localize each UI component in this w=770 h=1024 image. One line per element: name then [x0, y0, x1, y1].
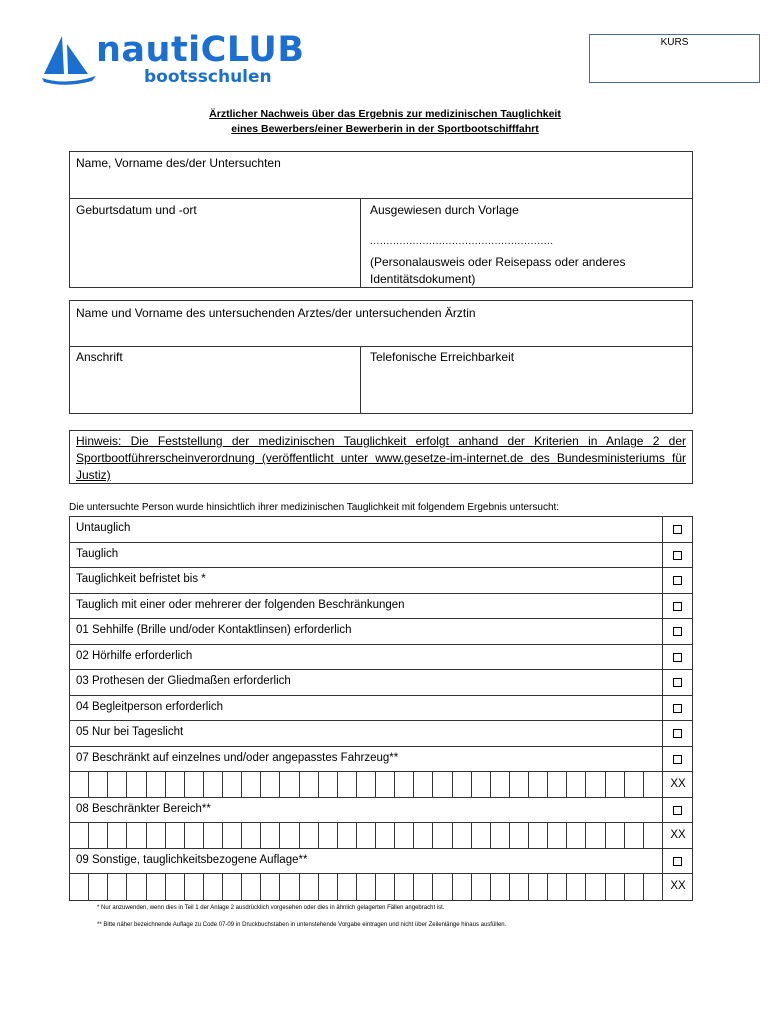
letter-cell[interactable]: [70, 874, 89, 900]
letter-cell[interactable]: [280, 823, 299, 848]
divider: [70, 198, 692, 199]
result-label: 09 Sonstige, tauglichkeitsbezogene Auflage**: [76, 853, 308, 866]
letter-cell[interactable]: [472, 823, 491, 848]
result-label: 07 Beschränkt auf einzelnes und/oder angepasstes Fahrzeug**: [76, 751, 399, 764]
letter-cell[interactable]: [567, 772, 586, 797]
birth-label: Geburtsdatum und -ort: [76, 203, 197, 217]
xx-marker: XX: [670, 880, 686, 892]
letter-cell[interactable]: [223, 874, 242, 900]
checkbox[interactable]: [673, 755, 682, 764]
id-dots: ........................................................: [370, 236, 554, 247]
letter-cell[interactable]: [223, 823, 242, 848]
letter-cell[interactable]: [453, 874, 472, 900]
letter-cell[interactable]: [586, 874, 605, 900]
result-row: [70, 670, 692, 696]
letter-cell[interactable]: [491, 874, 510, 900]
letter-cell[interactable]: [433, 874, 452, 900]
letter-cell[interactable]: [395, 823, 414, 848]
letter-cell[interactable]: [166, 823, 185, 848]
checkbox[interactable]: [673, 653, 682, 662]
letter-cell[interactable]: [395, 772, 414, 797]
divider: [70, 346, 692, 347]
result-label: 04 Begleitperson erforderlich: [76, 700, 224, 713]
letter-cell[interactable]: [491, 772, 510, 797]
letter-cell[interactable]: [338, 823, 357, 848]
letter-cell[interactable]: [548, 772, 567, 797]
letter-cell[interactable]: [491, 823, 510, 848]
letter-cell[interactable]: [185, 772, 204, 797]
checkbox[interactable]: [673, 729, 682, 738]
letter-cell[interactable]: [70, 823, 89, 848]
letter-cell[interactable]: [242, 772, 261, 797]
result-row: [70, 517, 692, 543]
letter-cell[interactable]: [510, 874, 529, 900]
letter-cell[interactable]: [376, 874, 395, 900]
letter-cell[interactable]: [567, 823, 586, 848]
letter-cell[interactable]: [625, 823, 644, 848]
result-row: [70, 543, 692, 569]
letter-cell[interactable]: [529, 823, 548, 848]
checkbox[interactable]: [673, 678, 682, 687]
result-label: 01 Sehhilfe (Brille und/oder Kontaktlinsen) erforderlich: [76, 624, 352, 636]
letter-cell[interactable]: [70, 772, 89, 797]
letter-cell[interactable]: [300, 823, 319, 848]
result-label: Tauglich: [76, 547, 119, 560]
intro-text: Die untersuchte Person wurde hinsichtlich ihrer medizinischen Tauglichkeit mit folgendem Ergebnis untersucht:: [69, 502, 560, 513]
divider: [360, 198, 361, 287]
checkbox[interactable]: [673, 551, 682, 560]
letter-cell[interactable]: [280, 772, 299, 797]
person-name-label: Name, Vorname des/der Untersuchten: [76, 156, 281, 170]
logo-name: nautiCLUB: [96, 30, 305, 70]
letter-cell[interactable]: [510, 823, 529, 848]
letter-cell[interactable]: [357, 772, 376, 797]
letter-cell[interactable]: [185, 874, 204, 900]
doctor-name-label: Name und Vorname des untersuchenden Arztes/der untersuchenden Ärztin: [76, 306, 476, 320]
letter-cell[interactable]: [261, 874, 280, 900]
letter-cell[interactable]: [89, 772, 108, 797]
results-table: [69, 516, 693, 901]
letter-cell[interactable]: [644, 874, 662, 900]
letter-cell[interactable]: [586, 772, 605, 797]
letter-cell[interactable]: [280, 874, 299, 900]
letter-cell[interactable]: [338, 772, 357, 797]
result-row: [70, 568, 692, 594]
letter-cell[interactable]: [89, 823, 108, 848]
letter-cell[interactable]: [223, 772, 242, 797]
letter-cell[interactable]: [414, 823, 433, 848]
letter-cell[interactable]: [376, 772, 395, 797]
letter-cell[interactable]: [357, 823, 376, 848]
letter-cell[interactable]: [644, 823, 662, 848]
phone-label: Telefonische Erreichbarkeit: [370, 350, 515, 364]
letter-cell[interactable]: [147, 874, 166, 900]
letter-cell[interactable]: [414, 874, 433, 900]
letter-cell[interactable]: [261, 772, 280, 797]
letter-cell[interactable]: [472, 874, 491, 900]
letter-cell[interactable]: [453, 823, 472, 848]
footnote-2: ** Bitte näher bezeichnende Auflage zu Code 07-09 in Druckbuchstaben in untenstehende Vorgabe eintragen und nicht über Zeilenlänge hinaus ausfüllen.: [97, 922, 507, 928]
result-row: [70, 619, 692, 645]
letter-cell[interactable]: [414, 772, 433, 797]
letter-cell[interactable]: [625, 772, 644, 797]
title-line-1: Ärztlicher Nachweis über das Ergebnis zur medizinischen Tauglichkeit: [209, 108, 561, 120]
address-label: Anschrift: [76, 350, 123, 364]
letter-cell[interactable]: [510, 772, 529, 797]
letter-cells[interactable]: [70, 772, 662, 797]
kurs-label: KURS: [660, 37, 689, 48]
letter-cell[interactable]: [127, 874, 146, 900]
doctor-section: [69, 300, 693, 414]
letter-cell[interactable]: [204, 874, 223, 900]
letter-cell[interactable]: [204, 823, 223, 848]
letter-cell[interactable]: [261, 823, 280, 848]
letter-entry-row[interactable]: [70, 874, 692, 900]
title-line-2: eines Bewerbers/einer Bewerberin in der Sportbootschifffahrt: [231, 123, 539, 135]
letter-cell[interactable]: [644, 772, 662, 797]
checkbox[interactable]: [673, 857, 682, 866]
letter-cell[interactable]: [606, 874, 625, 900]
letter-cell[interactable]: [242, 823, 261, 848]
letter-cell[interactable]: [567, 874, 586, 900]
letter-cell[interactable]: [242, 874, 261, 900]
footnote-1: * Nur anzuwenden, wenn dies in Teil 1 der Anlage 2 ausdrücklich vorgesehen oder dies in ähnlich gelagerten Fällen angebracht ist.: [97, 905, 445, 911]
letter-cell[interactable]: [185, 823, 204, 848]
letter-cell[interactable]: [606, 823, 625, 848]
result-row: [70, 594, 692, 620]
person-section: [69, 151, 693, 288]
letter-cell[interactable]: [357, 874, 376, 900]
result-row: [70, 798, 692, 824]
checkbox[interactable]: [673, 602, 682, 611]
letter-cell[interactable]: [433, 823, 452, 848]
xx-marker: XX: [670, 829, 686, 841]
result-row: [70, 849, 692, 875]
letter-cell[interactable]: [127, 823, 146, 848]
letter-cell[interactable]: [147, 772, 166, 797]
letter-cell[interactable]: [204, 772, 223, 797]
letter-cell[interactable]: [300, 772, 319, 797]
letter-cell[interactable]: [108, 772, 127, 797]
letter-cell[interactable]: [166, 874, 185, 900]
letter-cell[interactable]: [472, 772, 491, 797]
result-label: Untauglich: [76, 522, 131, 534]
result-row: [70, 747, 692, 773]
letter-cells[interactable]: [70, 823, 662, 848]
letter-entry-row[interactable]: [70, 772, 692, 798]
letter-cell[interactable]: [108, 874, 127, 900]
letter-cell[interactable]: [548, 874, 567, 900]
letter-cell[interactable]: [338, 874, 357, 900]
checkbox[interactable]: [673, 525, 682, 534]
letter-cell[interactable]: [319, 874, 338, 900]
logo-subtitle: bootsschulen: [144, 67, 272, 87]
letter-entry-row[interactable]: [70, 823, 692, 849]
letter-cell[interactable]: [625, 874, 644, 900]
result-label: 08 Beschränkter Bereich**: [76, 802, 211, 815]
letter-cell[interactable]: [529, 772, 548, 797]
result-row: [70, 696, 692, 722]
letter-cells[interactable]: [70, 874, 662, 900]
letter-cell[interactable]: [127, 772, 146, 797]
letter-cell[interactable]: [453, 772, 472, 797]
result-label: Tauglich mit einer oder mehrerer der folgenden Beschränkungen: [76, 598, 405, 611]
result-row: [70, 721, 692, 747]
letter-cell[interactable]: [300, 874, 319, 900]
checkbox[interactable]: [673, 627, 682, 636]
letter-cell[interactable]: [395, 874, 414, 900]
result-label: 05 Nur bei Tageslicht: [76, 726, 184, 738]
hint-box: Hinweis: Die Feststellung der medizinischen Tauglichkeit erfolgt anhand der Kriterien in Anlage 2 der Sportbootführerscheinverordnung (veröffentlicht unter www.gesetze-im-internet.de des Bundesministeriums für Justiz): [69, 430, 693, 484]
nauticlub-logo: [40, 30, 340, 90]
kurs-field[interactable]: [589, 34, 760, 83]
letter-cell[interactable]: [376, 823, 395, 848]
checkbox[interactable]: [673, 704, 682, 713]
letter-cell[interactable]: [529, 874, 548, 900]
result-label: 02 Hörhilfe erforderlich: [76, 649, 193, 662]
result-row: [70, 645, 692, 671]
letter-cell[interactable]: [319, 823, 338, 848]
letter-cell[interactable]: [586, 823, 605, 848]
checkbox[interactable]: [673, 806, 682, 815]
letter-cell[interactable]: [108, 823, 127, 848]
xx-marker: XX: [670, 778, 686, 790]
letter-cell[interactable]: [147, 823, 166, 848]
divider: [360, 346, 361, 413]
result-label: 03 Prothesen der Gliedmaßen erforderlich: [76, 675, 291, 687]
letter-cell[interactable]: [319, 772, 338, 797]
result-label: Tauglichkeit befristet bis *: [76, 573, 206, 585]
id-note: (Personalausweis oder Reisepass oder anderes Identitätsdokument): [370, 255, 626, 286]
sailboat-icon: [40, 34, 98, 86]
id-label: Ausgewiesen durch Vorlage: [370, 203, 519, 217]
letter-cell[interactable]: [433, 772, 452, 797]
letter-cell[interactable]: [548, 823, 567, 848]
letter-cell[interactable]: [606, 772, 625, 797]
letter-cell[interactable]: [166, 772, 185, 797]
checkbox[interactable]: [673, 576, 682, 585]
letter-cell[interactable]: [89, 874, 108, 900]
